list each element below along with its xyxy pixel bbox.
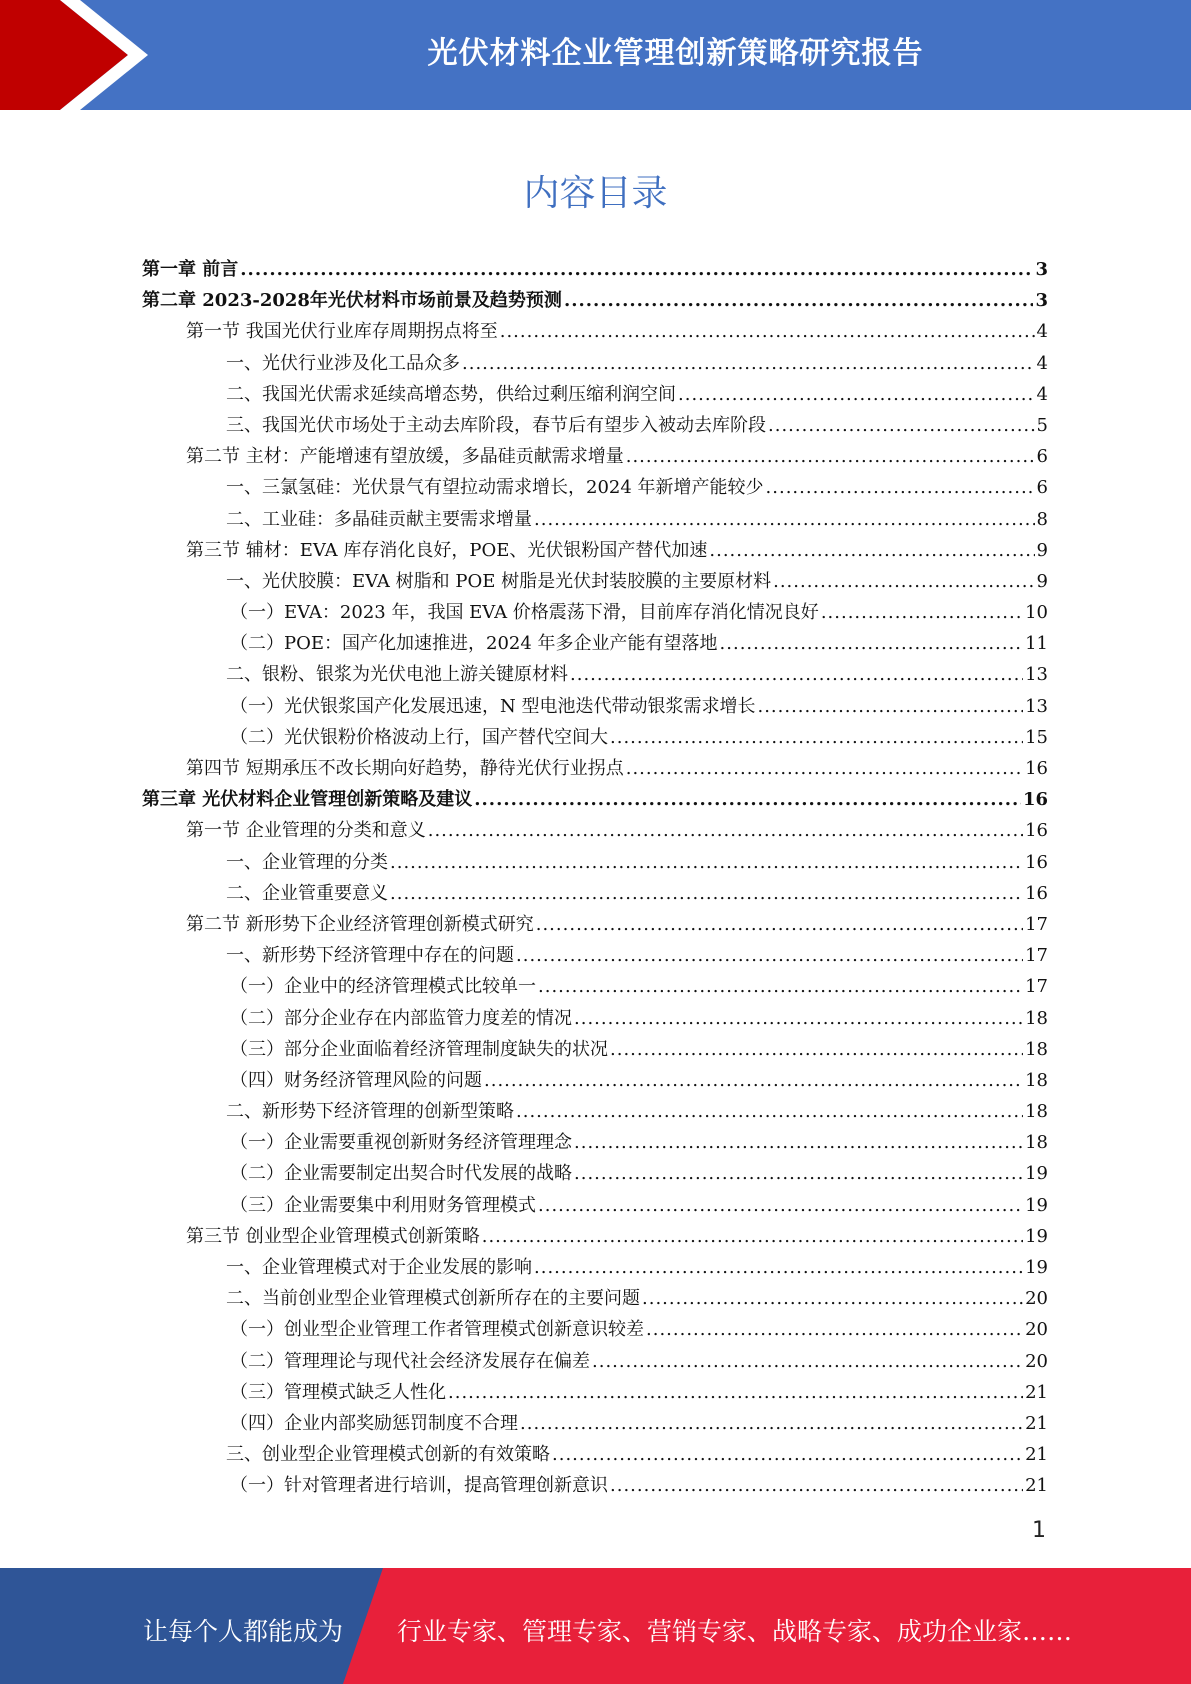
toc-entry[interactable] [142,1034,1048,1065]
toc-entry[interactable] [142,1252,1048,1283]
toc-entry[interactable] [142,722,1048,753]
header-chevron-decoration [0,0,150,110]
toc-entry-page: 4 [1036,321,1048,343]
toc-entry-title: 第一章 前言 [142,259,239,280]
toc-entry-page: 17 [1025,976,1048,998]
toc-entry[interactable] [142,566,1048,597]
toc-entry-title: 第二节 主材：产能增速有望放缓，多晶硅贡献需求增量 [186,446,624,468]
toc-entry-title: 第一节 我国光伏行业库存周期拐点将至 [186,321,498,343]
toc-entry[interactable] [142,441,1048,472]
toc-leader-dots [474,784,1021,815]
toc-entry[interactable] [142,753,1048,784]
toc-leader-dots [773,566,1034,597]
toc-entry-title: 第二章 2023-2028年光伏材料市场前景及趋势预测 [142,290,562,312]
toc-leader-dots [768,410,1035,441]
toc-entry-title: （一）企业中的经济管理模式比较单一 [230,976,536,998]
toc-leader-dots [484,1065,1023,1096]
toc-entry-page: 4 [1036,383,1048,405]
toc-leader-dots [536,909,1023,940]
toc-entry-title: 二、我国光伏需求延续高增态势，供给过剩压缩利润空间 [226,383,676,405]
toc-entry-title: 二、当前创业型企业管理模式创新所存在的主要问题 [226,1288,640,1310]
toc-leader-dots [482,1221,1023,1252]
toc-entry[interactable] [142,316,1048,347]
toc-entry-title: （二）企业需要制定出契合时代发展的战略 [230,1163,572,1185]
toc-entry-title: （一）光伏银浆国产化发展迅速，N 型电池迭代带动银浆需求增长 [230,695,756,717]
toc-entry-title: 第三节 辅材：EVA 库存消化良好，POE、光伏银粉国产替代加速 [186,539,708,561]
toc-entry-page: 5 [1036,414,1048,436]
toc-entry[interactable] [142,597,1048,628]
toc-entry[interactable] [142,254,1048,285]
toc-leader-dots [821,597,1023,628]
toc-entry-page: 21 [1025,1412,1048,1434]
toc-entry[interactable] [142,847,1048,878]
toc-leader-dots [516,1096,1023,1127]
toc-entry-title: （二）POE：国产化加速推进，2024 年多企业产能有望落地 [230,633,718,655]
toc-entry-title: （三）企业需要集中利用财务管理模式 [230,1194,536,1216]
toc-leader-dots [574,1003,1023,1034]
toc-entry-title: 三、创业型企业管理模式创新的有效策略 [226,1444,550,1466]
toc-leader-dots [642,1283,1023,1314]
toc-entry-page: 3 [1035,259,1048,280]
toc-entry-title: 一、新形势下经济管理中存在的问题 [226,945,514,967]
toc-leader-dots [564,285,1034,316]
toc-entry-title: 第三章 光伏材料企业管理创新策略及建议 [142,789,473,811]
toc-entry-page: 8 [1036,508,1048,530]
toc-leader-dots [610,1470,1023,1501]
footer-slogan-right: 行业专家、管理专家、营销专家、战略专家、成功企业家…… [397,1617,1073,1646]
toc-entry-page: 18 [1025,1038,1048,1060]
toc-entry[interactable] [142,1408,1048,1439]
toc-leader-dots [240,254,1033,285]
toc-entry-page: 18 [1025,1069,1048,1091]
toc-leader-dots [646,1314,1023,1345]
toc-entry[interactable] [142,628,1048,659]
toc-entry-page: 16 [1025,758,1048,779]
toc-entry-title: （三）部分企业面临着经济管理制度缺失的状况 [230,1038,608,1060]
toc-entry[interactable] [142,815,1048,846]
toc-entry-page: 6 [1036,446,1048,468]
toc-entry-title: 一、三氯氢硅：光伏景气有望拉动需求增长，2024 年新增产能较少 [226,477,764,499]
toc-entry-page: 18 [1025,1101,1048,1123]
toc-entry-title: 二、银粉、银浆为光伏电池上游关键原材料 [226,664,568,686]
toc-leader-dots [428,815,1023,846]
toc-entry-page: 16 [1025,851,1048,873]
toc-entry-page: 21 [1025,1381,1048,1403]
toc-leader-dots [720,628,1024,659]
toc-entry[interactable] [142,1439,1048,1470]
toc-entry-page: 13 [1025,664,1048,686]
toc-entry-title: 第四节 短期承压不改长期向好趋势，静待光伏行业拐点 [186,758,624,779]
toc-leader-dots [610,722,1023,753]
toc-leader-dots [538,971,1023,1002]
toc-entry-page: 21 [1025,1444,1048,1466]
toc-entry[interactable] [142,504,1048,535]
toc-entry[interactable] [142,1346,1048,1377]
toc-entry-page: 17 [1025,945,1048,967]
toc-entry[interactable] [142,410,1048,441]
toc-leader-dots [520,1408,1023,1439]
toc-entry-title: 二、工业硅：多晶硅贡献主要需求增量 [226,508,532,530]
toc-entry-title: （二）管理理论与现代社会经济发展存在偏差 [230,1350,590,1372]
toc-entry-title: 二、新形势下经济管理的创新型策略 [226,1101,514,1123]
toc-entry-page: 19 [1025,1194,1048,1216]
toc-entry-title: 三、我国光伏市场处于主动去库阶段，春节后有望步入被动去库阶段 [226,414,766,436]
toc-leader-dots [500,316,1035,347]
toc-entry-page: 13 [1025,695,1048,717]
toc-entry-title: （一）创业型企业管理工作者管理模式创新意识较差 [230,1319,644,1341]
toc-entry[interactable] [142,659,1048,690]
toc-entry-page: 16 [1025,882,1048,904]
toc-entry[interactable] [142,1096,1048,1127]
header-bar [0,0,1191,110]
toc-entry-title: 一、光伏胶膜：EVA 树脂和 POE 树脂是光伏封装胶膜的主要原材料 [226,570,772,592]
toc-entry[interactable] [142,1190,1048,1221]
toc-leader-dots [534,504,1035,535]
toc-entry-page: 20 [1025,1319,1048,1341]
toc-entry[interactable] [142,379,1048,410]
toc-entry[interactable] [142,1470,1048,1501]
toc-entry-page: 18 [1025,1132,1048,1154]
toc-entry-page: 20 [1025,1288,1048,1310]
toc-leader-dots [574,1127,1023,1158]
toc-leader-dots [462,348,1035,379]
toc-leader-dots [534,1252,1023,1283]
toc-entry[interactable] [142,878,1048,909]
toc-leader-dots [552,1439,1023,1470]
toc-leader-dots [448,1377,1023,1408]
page-number: 1 [1032,1518,1046,1543]
toc-entry-page: 16 [1022,789,1048,811]
toc-entry[interactable] [142,1065,1048,1096]
table-of-contents [142,254,1048,1502]
toc-title: 内容目录 [523,173,668,214]
toc-entry[interactable] [142,1158,1048,1189]
toc-entry-title: （四）企业内部奖励惩罚制度不合理 [230,1412,518,1434]
toc-entry-page: 20 [1025,1350,1048,1372]
toc-entry-title: （二）部分企业存在内部监管力度差的情况 [230,1007,572,1029]
toc-entry-page: 18 [1025,1007,1048,1029]
toc-entry-title: 第三节 创业型企业管理模式创新策略 [186,1225,480,1247]
toc-entry-page: 11 [1025,633,1048,655]
toc-entry-page: 19 [1025,1225,1048,1247]
toc-entry-title: （四）财务经济管理风险的问题 [230,1069,482,1091]
toc-entry-title: 第二节 新形势下企业经济管理创新模式研究 [186,913,534,935]
toc-entry[interactable] [142,1003,1048,1034]
toc-entry[interactable] [142,1127,1048,1158]
toc-entry[interactable] [142,971,1048,1002]
toc-entry-title: （一）企业需要重视创新财务经济管理理念 [230,1132,572,1154]
toc-entry-page: 3 [1035,290,1048,312]
toc-entry-page: 17 [1025,913,1048,935]
toc-entry-page: 15 [1025,726,1048,748]
toc-entry-page: 16 [1025,820,1048,842]
toc-entry[interactable] [142,472,1048,503]
toc-entry[interactable] [142,909,1048,940]
toc-entry-title: 一、光伏行业涉及化工品众多 [226,352,460,374]
toc-entry-title: 一、企业管理的分类 [226,851,388,873]
footer-slogan-left: 让每个人都能成为 [143,1617,344,1646]
toc-entry[interactable] [142,784,1048,815]
toc-leader-dots [516,940,1023,971]
toc-leader-dots [592,1346,1023,1377]
toc-leader-dots [570,659,1023,690]
toc-entry-page: 9 [1036,539,1048,561]
toc-entry-page: 21 [1025,1475,1048,1497]
toc-leader-dots [610,1034,1023,1065]
toc-entry[interactable] [142,940,1048,971]
toc-entry[interactable] [142,285,1048,316]
toc-entry-title: 第一节 企业管理的分类和意义 [186,820,426,842]
toc-entry[interactable] [142,1314,1048,1345]
toc-entry-page: 4 [1036,352,1048,374]
toc-entry[interactable] [142,1377,1048,1408]
toc-entry[interactable] [142,535,1048,566]
toc-entry-page: 10 [1025,602,1048,624]
report-title: 光伏材料企业管理创新策略研究报告 [427,36,924,71]
toc-leader-dots [678,379,1035,410]
toc-entry-title: （三）管理模式缺乏人性化 [230,1381,446,1403]
toc-entry-title: 一、企业管理模式对于企业发展的影响 [226,1257,532,1278]
toc-entry-page: 9 [1036,570,1048,592]
toc-entry[interactable] [142,1283,1048,1314]
toc-entry-title: （一）EVA：2023 年，我国 EVA 价格震荡下滑，目前库存消化情况良好 [230,602,819,624]
toc-entry-title: （一）针对管理者进行培训，提高管理创新意识 [230,1475,608,1497]
toc-entry-page: 6 [1036,477,1048,499]
toc-entry[interactable] [142,348,1048,379]
toc-entry[interactable] [142,691,1048,722]
toc-entry-page: 19 [1025,1163,1048,1185]
toc-leader-dots [709,535,1034,566]
toc-leader-dots [538,1190,1023,1221]
toc-entry[interactable] [142,1221,1048,1252]
toc-leader-dots [390,847,1023,878]
toc-entry-title: 二、企业管重要意义 [226,882,388,904]
toc-leader-dots [390,878,1023,909]
toc-leader-dots [626,753,1023,784]
toc-entry-title: （二）光伏银粉价格波动上行，国产替代空间大 [230,726,608,748]
toc-entry-page: 19 [1025,1257,1048,1278]
toc-leader-dots [574,1158,1023,1189]
toc-leader-dots [757,691,1023,722]
toc-leader-dots [626,441,1035,472]
toc-leader-dots [766,472,1035,503]
